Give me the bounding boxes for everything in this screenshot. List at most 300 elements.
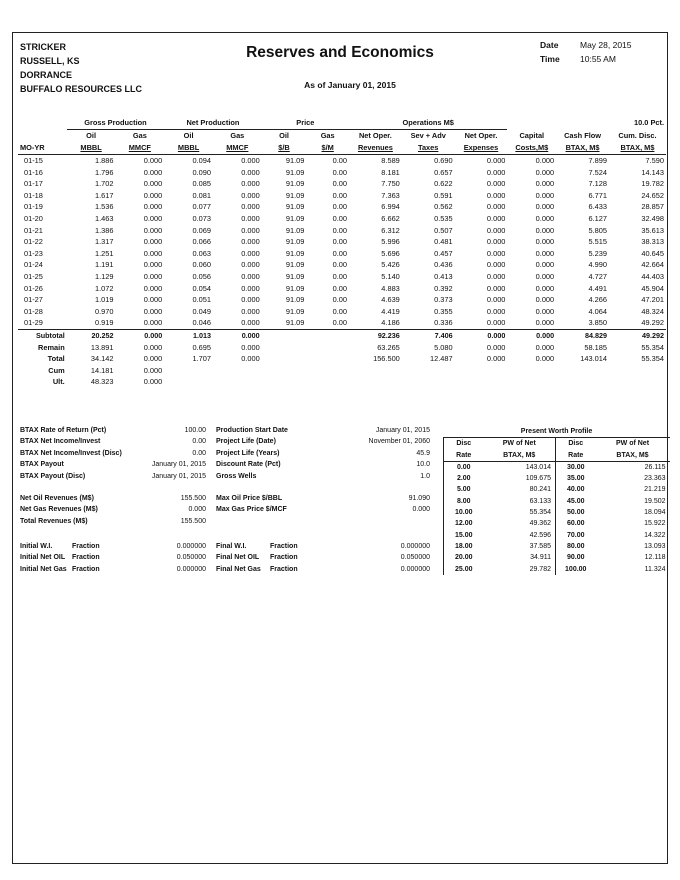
row-date: 01-27 [24, 295, 43, 305]
table-cell: 0.00 [332, 248, 347, 258]
table-cell: 0.00 [332, 237, 347, 247]
column-header: Gas [230, 131, 245, 141]
column-header: Sev + Adv [410, 131, 446, 141]
interest-unit: Fraction [72, 554, 100, 562]
total-cell [262, 365, 307, 377]
total-cell: 0.000 [115, 329, 164, 341]
total-cell: 0.000 [455, 329, 508, 341]
discount-rate-header: 10.0 Pct. [634, 118, 664, 128]
total-cell: 5.080 [434, 342, 453, 352]
table-cell: 0.436 [434, 260, 453, 270]
pw-disc-rate: 50.00 [556, 507, 596, 518]
table-cell: 0.373 [434, 295, 453, 305]
table-cell: 6.433 [588, 202, 607, 212]
pw-value: 34.911 [530, 554, 551, 562]
present-worth-header: BTAX, M$ [484, 450, 556, 462]
summary-value: 0.00 [192, 438, 206, 446]
pw-value: 21.219 [644, 486, 666, 494]
table-cell: 0.069 [192, 225, 211, 235]
present-worth-row [444, 518, 670, 529]
table-cell: 91.09 [285, 167, 305, 177]
table-cell: 49.292 [609, 317, 666, 329]
table-cell: 0.046 [164, 317, 213, 329]
total-cell: 0.000 [241, 342, 260, 352]
table-cell: 0.000 [143, 306, 163, 316]
pw-value: 55.354 [529, 509, 551, 517]
table-cell: 38.313 [641, 237, 664, 247]
revenue-label: Total Revenues (M$) [20, 517, 88, 525]
table-cell: 0.000 [535, 167, 555, 177]
total-cell [306, 365, 349, 377]
table-row [18, 236, 666, 248]
column-header: MBBL [177, 143, 200, 153]
total-cell: 1.013 [164, 329, 213, 341]
table-cell: 6.771 [588, 190, 607, 200]
interest-unit: Fraction [72, 565, 100, 573]
column-header: Gas [320, 131, 335, 141]
row-date: 01-22 [24, 237, 43, 247]
column-header: Cum. Disc. [618, 130, 657, 140]
table-cell: 0.00 [332, 271, 347, 281]
column-header: BTAX, M$ [565, 143, 600, 153]
table-cell: 0.000 [535, 156, 555, 165]
present-worth-header: PW of Net [615, 440, 650, 448]
table-cell: 0.000 [241, 213, 260, 223]
table-cell: 0.000 [143, 271, 163, 281]
total-cell: 0.000 [507, 329, 556, 341]
table-cell: 4.064 [588, 306, 607, 316]
table-cell: 0.457 [434, 248, 453, 258]
table-cell: 0.000 [486, 271, 506, 281]
table-cell: 0.336 [402, 317, 455, 329]
pw-disc-rate: 2.00 [444, 473, 484, 484]
table-cell: 7.750 [381, 179, 400, 189]
table-cell: 0.000 [486, 260, 506, 270]
row-date: 01-15 [24, 156, 43, 165]
table-cell: 24.652 [641, 190, 664, 200]
table-cell: 0.081 [192, 190, 211, 200]
table-cell: 0.000 [143, 202, 163, 212]
total-cell: 0.000 [143, 377, 163, 387]
total-cell [306, 342, 349, 354]
total-cell: 0.000 [486, 342, 506, 352]
table-cell: 5.239 [588, 248, 607, 258]
table-cell: 0.000 [241, 271, 260, 281]
table-cell: 28.857 [641, 202, 664, 212]
total-cell [213, 376, 262, 388]
table-cell: 0.000 [486, 237, 506, 247]
table-cell: 0.000 [143, 237, 163, 247]
interest-value: 0.000000 [176, 543, 206, 550]
total-cell [262, 353, 307, 365]
total-cell: 12.487 [429, 354, 453, 364]
pw-disc-rate: 25.00 [444, 564, 484, 575]
pw-value: 143.014 [525, 463, 551, 471]
as-of-date: As of January 01, 2015 [304, 80, 396, 90]
table-cell: 0.413 [434, 271, 453, 281]
revenue-value: 0.000 [188, 506, 206, 514]
row-date: 01-16 [24, 167, 43, 177]
table-row [18, 167, 666, 179]
operations-header: Operations M$ [349, 117, 507, 130]
table-cell: 44.403 [641, 271, 664, 281]
table-cell: 91.09 [285, 179, 305, 189]
pw-disc-rate: 12.00 [444, 518, 484, 529]
table-cell: 14.143 [641, 167, 664, 177]
table-cell: 0.000 [241, 179, 260, 189]
table-cell: 8.589 [381, 156, 400, 165]
total-label: Cum [48, 365, 65, 375]
table-cell: 5.696 [381, 248, 400, 258]
table-cell: 0.000 [486, 295, 506, 305]
total-cell [262, 376, 307, 388]
column-header: Net Oper. [358, 131, 392, 141]
interest-label: Final W.I. [216, 543, 247, 550]
row-date: 01-23 [24, 248, 43, 258]
pw-value: 23.363 [644, 475, 666, 483]
total-row [18, 353, 666, 365]
pw-disc-rate: 8.00 [444, 496, 484, 507]
table-row [18, 248, 666, 260]
table-cell: 0.000 [535, 202, 555, 212]
table-cell: 7.899 [588, 156, 607, 165]
column-header: Gas [132, 131, 147, 141]
total-cell: 14.181 [90, 365, 114, 375]
table-cell: 0.481 [434, 237, 453, 247]
revenue-label: Net Gas Revenues (M$) [20, 506, 98, 514]
interest-label: Final Net Gas [216, 565, 261, 573]
summary-value: January 01, 2015 [151, 472, 206, 480]
total-cell [402, 376, 455, 388]
table-row [18, 155, 666, 167]
table-cell: 4.491 [588, 283, 607, 293]
total-cell: 7.406 [402, 329, 455, 341]
summary-label: Gross Wells [216, 472, 257, 480]
total-row [18, 376, 666, 388]
table-cell: 0.054 [192, 283, 211, 293]
summary-value: 1.0 [420, 472, 430, 480]
table-cell: 1.072 [94, 283, 114, 293]
gross-production-header: Gross Production [67, 117, 164, 130]
pw-value: 14.322 [644, 531, 666, 539]
column-header: Oil [183, 131, 194, 141]
summary-value: 10.0 [416, 461, 430, 469]
column-header: Capital [519, 130, 545, 140]
total-cell: 143.014 [580, 354, 607, 364]
summary-label: BTAX Net Income/Invest [20, 438, 101, 446]
table-row [18, 306, 666, 318]
total-cell: 63.265 [377, 342, 400, 352]
table-cell: 0.000 [535, 260, 555, 270]
table-cell: 0.000 [486, 248, 506, 258]
pw-value: 18.094 [644, 509, 666, 517]
table-cell: 0.066 [192, 237, 211, 247]
table-cell: 0.00 [332, 306, 347, 316]
column-header: MO-YR [20, 143, 45, 153]
pw-disc-rate: 20.00 [444, 552, 484, 563]
table-cell: 0.085 [192, 179, 211, 189]
interest-value: 0.000000 [400, 543, 430, 550]
total-cell [306, 376, 349, 388]
total-cell [349, 376, 402, 388]
pw-value: 11.324 [644, 565, 666, 573]
table-cell: 5.140 [381, 271, 400, 281]
table-cell: 4.186 [349, 317, 402, 329]
table-cell: 0.00 [306, 317, 349, 329]
total-cell [306, 353, 349, 365]
table-cell: 4.419 [381, 306, 400, 316]
table-cell: 0.051 [192, 295, 211, 305]
table-cell: 1.617 [94, 190, 114, 200]
summary-label: BTAX Payout [20, 461, 64, 469]
column-header: Expenses [463, 143, 499, 153]
present-worth-header: PW of Net [502, 440, 536, 448]
table-cell: 40.645 [641, 248, 664, 258]
total-cell: 48.323 [90, 377, 114, 387]
table-cell: 0.00 [332, 179, 347, 189]
total-cell [609, 376, 666, 388]
pw-disc-rate: 45.00 [556, 496, 596, 507]
table-cell: 0.000 [241, 225, 260, 235]
total-cell: 34.142 [90, 354, 114, 364]
total-cell [164, 376, 213, 388]
table-cell: 0.000 [535, 237, 555, 247]
column-header-row-2 [18, 142, 666, 155]
table-cell: 0.090 [192, 167, 211, 177]
table-cell: 7.128 [588, 179, 607, 189]
table-cell: 91.09 [285, 306, 305, 316]
table-cell: 0.000 [241, 260, 260, 270]
table-cell: 91.09 [285, 190, 305, 200]
total-cell: 20.252 [67, 329, 116, 341]
table-cell: 0.970 [94, 306, 114, 316]
table-cell: 91.09 [285, 202, 305, 212]
pw-disc-rate: 15.00 [444, 530, 484, 541]
column-header: MMCF [226, 143, 249, 153]
column-header: Oil [279, 131, 289, 141]
table-cell: 0.000 [143, 260, 163, 270]
table-row [18, 283, 666, 295]
present-worth-row [444, 473, 670, 484]
pw-disc-rate: 0.00 [444, 461, 484, 473]
table-cell: 0.000 [535, 271, 555, 281]
table-cell: 1.886 [94, 156, 114, 165]
table-cell: 0.690 [434, 156, 453, 165]
row-date: 01-25 [24, 271, 43, 281]
table-cell: 0.000 [535, 179, 555, 189]
table-cell: 0.000 [143, 179, 163, 189]
table-cell: 0.000 [115, 317, 164, 329]
table-cell: 0.919 [67, 317, 116, 329]
table-cell: 48.324 [641, 306, 664, 316]
total-cell: 55.354 [641, 342, 664, 352]
summary-value: January 01, 2015 [375, 427, 430, 434]
table-cell: 91.09 [285, 213, 305, 223]
pw-value: 19.502 [644, 497, 666, 505]
column-header: Cash Flow [564, 130, 602, 140]
total-cell: 1.707 [192, 354, 211, 364]
table-cell: 0.000 [241, 306, 260, 316]
column-header: Revenues [357, 143, 393, 153]
price-label: Max Oil Price $/BBL [216, 495, 283, 502]
total-cell [262, 342, 307, 354]
table-cell: 0.000 [535, 283, 555, 293]
total-cell [164, 365, 213, 377]
interest-value: 0.000000 [400, 565, 430, 573]
table-cell: 0.00 [332, 213, 347, 223]
interest-value: 0.050000 [400, 554, 430, 562]
revenue-value: 155.500 [180, 517, 206, 525]
interest-value: 0.050000 [176, 554, 206, 562]
table-cell: 1.251 [94, 248, 114, 258]
table-cell: 1.386 [94, 225, 114, 235]
column-header: Oil [86, 131, 97, 141]
table-cell: 0.000 [486, 179, 506, 189]
table-cell: 4.883 [381, 283, 400, 293]
row-date: 01-26 [24, 283, 43, 293]
table-cell: 0.000 [241, 167, 260, 177]
total-label: Remain [38, 342, 65, 352]
table-cell: 0.000 [486, 306, 506, 316]
present-worth-header: Rate [444, 450, 484, 462]
table-cell: 0.622 [434, 179, 453, 189]
table-row [18, 317, 666, 329]
table-cell: 5.996 [381, 237, 400, 247]
table-row [18, 225, 666, 237]
table-cell: 0.657 [434, 167, 453, 177]
operator-name: BUFFALO RESOURCES LLC [20, 84, 143, 94]
date-label: Date [540, 40, 559, 50]
table-row [18, 190, 666, 202]
lease-county-state: RUSSELL, KS [20, 56, 80, 66]
present-worth-header: Disc [556, 438, 596, 450]
table-cell: 0.063 [192, 248, 211, 258]
table-cell: 91.09 [285, 260, 305, 270]
table-cell: 5.805 [588, 225, 607, 235]
table-cell: 7.590 [645, 156, 664, 165]
summary-value: November 01, 2060 [368, 438, 430, 446]
table-cell: 0.000 [535, 213, 555, 223]
total-cell [609, 365, 666, 377]
total-row [18, 342, 666, 354]
table-cell: 0.000 [535, 295, 555, 305]
table-cell: 4.639 [381, 295, 400, 305]
interest-unit: Fraction [270, 565, 298, 573]
interest-value: 0.000000 [176, 565, 206, 573]
table-row [18, 259, 666, 271]
summary-value: January 01, 2015 [151, 461, 206, 469]
table-cell: 0.049 [192, 306, 211, 316]
total-cell: 49.292 [609, 329, 666, 341]
table-cell: 32.498 [641, 213, 664, 223]
table-cell: 47.201 [641, 295, 664, 305]
table-cell: 6.662 [381, 213, 400, 223]
total-cell [507, 376, 556, 388]
row-date: 01-19 [24, 202, 43, 212]
present-worth-row [444, 530, 670, 541]
interest-label: Initial W.I. [20, 543, 53, 550]
table-cell: 0.000 [535, 190, 555, 200]
pw-disc-rate: 5.00 [444, 484, 484, 495]
total-cell: 156.500 [373, 354, 400, 364]
table-cell: 0.060 [192, 260, 211, 270]
table-cell: 0.000 [241, 283, 260, 293]
pw-disc-rate: 80.00 [556, 541, 596, 552]
table-cell: 0.000 [143, 295, 163, 305]
table-cell: 91.09 [285, 237, 305, 247]
table-cell: 0.000 [535, 248, 555, 258]
row-date: 01-29 [18, 317, 67, 329]
table-cell: 0.000 [241, 295, 260, 305]
interest-label: Initial Net Gas [20, 565, 67, 573]
table-cell: 91.09 [285, 248, 305, 258]
table-cell: 0.507 [434, 225, 453, 235]
summary-label: Project Life (Years) [216, 449, 280, 457]
table-row [18, 178, 666, 190]
total-row [18, 365, 666, 377]
table-cell: 0.000 [535, 225, 555, 235]
table-cell: 1.463 [94, 213, 114, 223]
row-date: 01-24 [24, 260, 43, 270]
pw-value: 109.675 [525, 475, 551, 483]
price-value: 0.000 [412, 506, 430, 514]
table-cell: 0.562 [434, 202, 453, 212]
total-cell [306, 329, 349, 341]
table-row [18, 213, 666, 225]
column-header-row-1 [18, 130, 666, 143]
pw-value: 13.093 [644, 542, 666, 550]
table-cell: 91.09 [285, 271, 305, 281]
table-cell: 1.317 [94, 237, 114, 247]
pw-value: 15.922 [644, 520, 666, 528]
table-cell: 0.355 [434, 306, 453, 316]
date-value: May 28, 2015 [580, 40, 632, 50]
column-header [18, 130, 67, 143]
table-cell: 6.127 [588, 213, 607, 223]
column-header: Taxes [417, 143, 439, 153]
table-cell: 1.536 [94, 202, 114, 212]
table-cell: 0.000 [143, 225, 163, 235]
present-worth-title: Present Worth Profile [444, 426, 670, 438]
total-cell: 13.891 [90, 342, 114, 352]
table-cell: 91.09 [285, 225, 305, 235]
total-cell [556, 365, 609, 377]
table-cell: 0.000 [241, 237, 260, 247]
table-cell: 19.782 [641, 179, 664, 189]
pw-value: 49.362 [529, 520, 551, 528]
pw-disc-rate: 60.00 [556, 518, 596, 529]
table-cell: 1.191 [94, 260, 114, 270]
table-cell: 4.266 [588, 295, 607, 305]
lease-field: DORRANCE [20, 70, 73, 80]
summary-value: 0.00 [192, 449, 206, 457]
group-header-row [18, 117, 666, 130]
column-header: MBBL [80, 143, 102, 153]
table-cell: 0.000 [455, 317, 508, 329]
revenue-value: 155.500 [180, 495, 206, 502]
table-cell: 1.796 [94, 167, 114, 177]
table-cell: 0.00 [332, 225, 347, 235]
table-cell: 5.426 [381, 260, 400, 270]
column-header: BTAX, M$ [620, 143, 655, 153]
pw-disc-rate: 18.00 [444, 541, 484, 552]
total-cell [402, 365, 455, 377]
total-cell [556, 376, 609, 388]
column-header: $/M [321, 143, 334, 153]
price-label: Max Gas Price $/MCF [216, 506, 287, 514]
total-cell: 0.000 [143, 354, 163, 364]
table-cell: 0.00 [332, 156, 347, 165]
